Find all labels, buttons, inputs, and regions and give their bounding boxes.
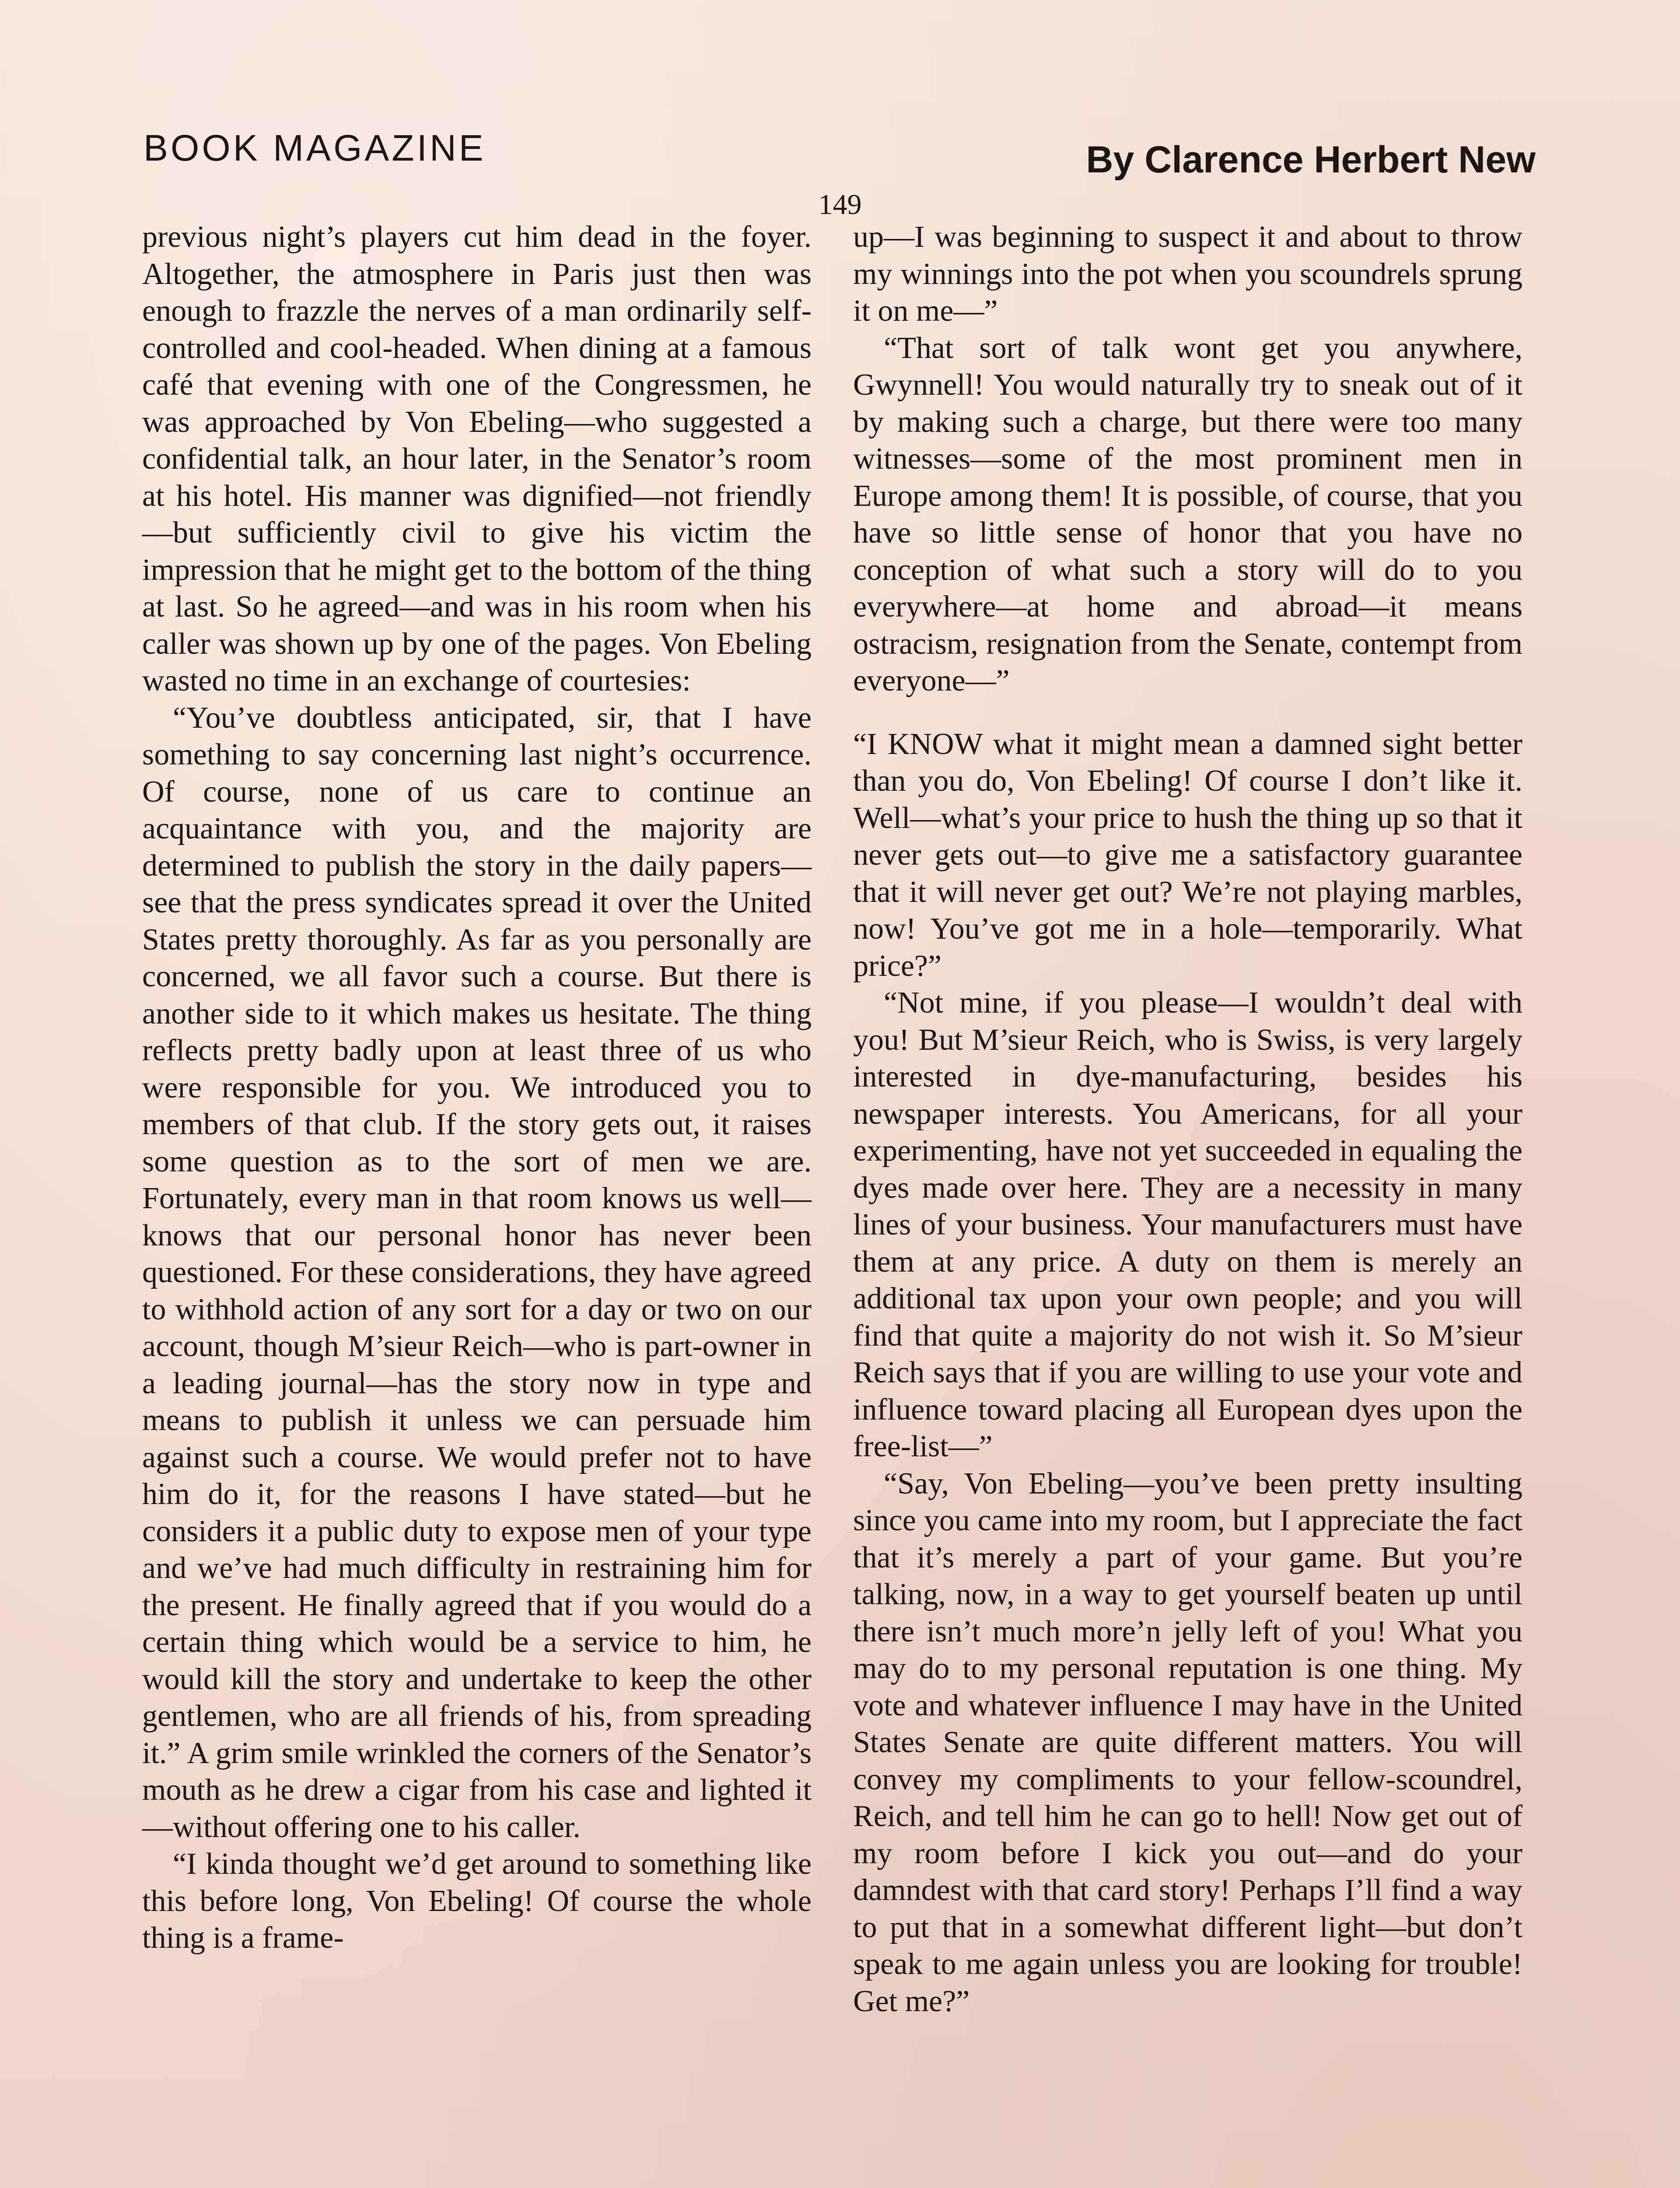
paragraph: “Say, Von Ebeling—you’ve been pretty insulting since you came into my room, but I appreciate the fact that it’s merely a part of your game. But you’re talking, now, in a way to get yourself beaten up until there isn’t much more’n jelly left of you! What you may do to my personal reputation is one thing. My vote and whatever influence I may have in the United States Senate are quite different matters. You will convey my compliments to your fellow-scoundrel, Reich, and tell him he can go to hell! Now get out of my room before I kick you out—and do your damndest with that card story! Perhaps I’ll find a way to put that in a somewhat different light—but don’t speak to me again unless you are looking for trouble! Get me?” (853, 1466, 1522, 2018)
author-byline: By Clarence Herbert New (1086, 139, 1536, 181)
paragraph: previous night’s players cut him dead in the foyer. Altogether, the atmosphere in Paris just then was enough to frazzle the nerves of a man ordinarily self-controlled and cool-headed. When dining at a famous café that evening with one of the Congressmen, he was approached by Von Ebeling—who suggested a confidential talk, an hour later, in the Senator’s room at his hotel. His manner was dignified—not friendly—but sufficiently civil to give his victim the impression that he might get to the bottom of the thing at last. So he agreed—and was in his room when his caller was shown up by one of the pages. Von Ebeling wasted no time in an exchange of courtesies: (142, 220, 812, 698)
paragraph: “You’ve doubtless anticipated, sir, that I have something to say concerning last night’s occurrence. Of course, none of us care to continue an acquaintance with you, and the majority are determined to publish the story in the daily papers—see that the press syndicates spread it over the United States pretty thoroughly. As far as you personally are concerned, we all favor such a course. But there is another side to it which makes us hesitate. The thing reflects pretty badly upon at least three of us who were responsible for you. We introduced you to members of that club. If the story gets out, it raises some question as to the sort of men we are. Fortunately, every man in that room knows us well—knows that our personal honor has never been questioned. For these considerations, they have agreed to withhold action of any sort for a day or two on our account, though M’sieur Reich—who is part-owner in a leading journal—has the story now in type and means to publish it unless we can persuade him against such a course. We would prefer not to have him do it, for the reasons I have stated—but he considers it a public duty to expose men of your type and we’ve had much difficulty in restraining him for the present. He finally agreed that if you would do a certain thing which would be a service to him, he would kill the story and undertake to keep the other gentlemen, who are all friends of his, from spreading it.” A grim smile wrinkled the corners of the Senator’s mouth as he drew a cigar from his case and lighted it—without offering one to his caller. (142, 701, 812, 1844)
paragraph: up—I was beginning to suspect it and about to throw my winnings into the pot when you scoundrels sprung it on me—” (853, 220, 1522, 328)
paragraph-drop-cap: “I KNOW what it might mean a damned sight better than you do, Von Ebeling! Of course I don’t like it. Well—what’s your price to hush the thing up so that it never gets out—to give me a satisfactory guarantee that it will never get out? We’re not playing marbles, now! You’ve got me in a hole—temporarily. What price?” (853, 727, 1522, 983)
paragraph: “That sort of talk wont get you anywhere, Gwynnell! You would naturally try to sneak out of it by making such a charge, but there were too many witnesses—some of the most prominent men in Europe among them! It is possible, of course, that you have so little sense of honor that you have no conception of what such a story will do to you everywhere—at home and abroad—it means ostracism, resignation from the Senate, contempt from everyone—” (853, 331, 1522, 698)
right-column (853, 219, 1522, 2020)
paragraph: “Not mine, if you please—I wouldn’t deal with you! But M’sieur Reich, who is Swiss, is very largely interested in dye-manufacturing, besides his newspaper interests. You Americans, for all your experimenting, have not yet succeeded in equaling the dyes made over here. They are a necessity in many lines of your business. Your manufacturers must have them at any price. A duty on them is merely an additional tax upon your own people; and you will find that quite a majority do not wish it. So M’sieur Reich says that if you are willing to use your vote and influence toward placing all European dyes upon the free-list—” (853, 986, 1522, 1463)
paragraph: “I kinda thought we’d get around to something like this before long, Von Ebeling! Of course the whole thing is a frame- (142, 1847, 812, 1955)
magazine-title: BOOK MAGAZINE (144, 127, 486, 168)
page-number: 149 (818, 189, 862, 221)
left-column (142, 219, 812, 1957)
